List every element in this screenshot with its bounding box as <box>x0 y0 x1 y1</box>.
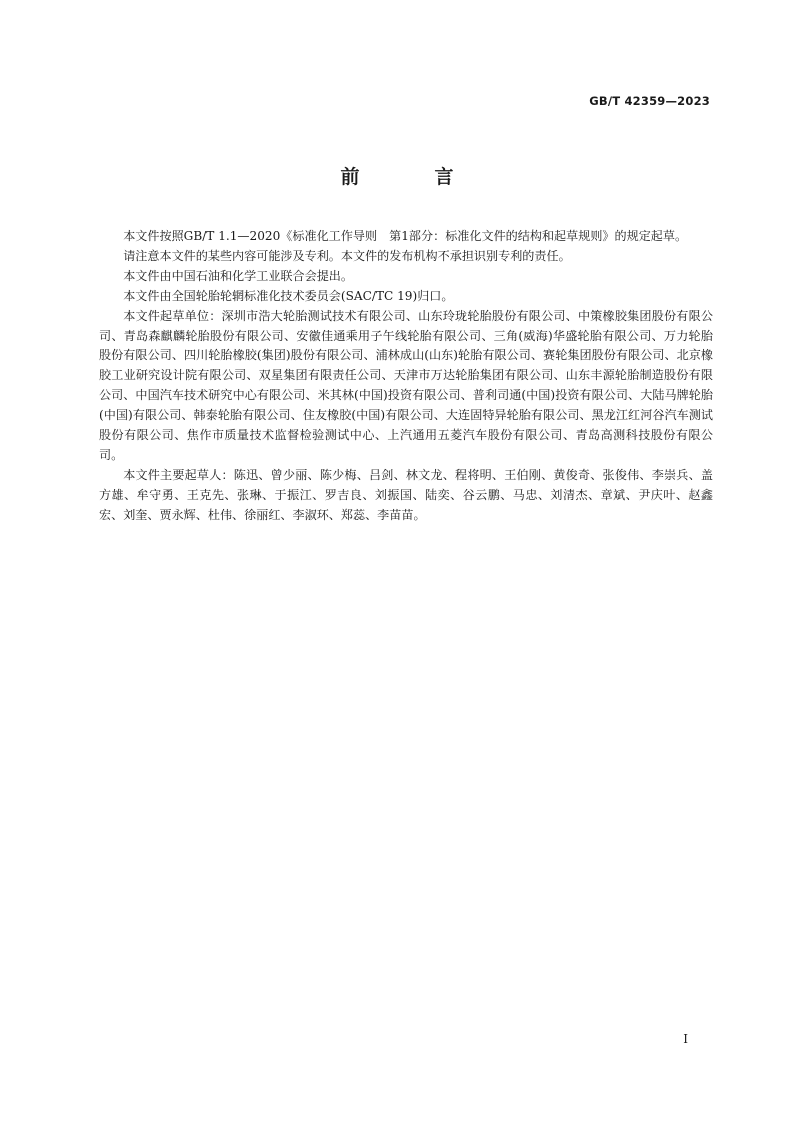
page-number: I <box>683 1032 688 1046</box>
paragraph-patent-notice: 请注意本文件的某些内容可能涉及专利。本文件的发布机构不承担识别专利的责任。 <box>123 248 571 263</box>
paragraph-drafting-rules: 本文件按照GB/T 1.1—2020《标准化工作导则 第1部分：标准化文件的结构和起草规则》的规定起草。 <box>123 229 688 243</box>
page-title: 前 言 <box>340 166 482 188</box>
paragraph-drafting-units: 本文件起草单位：深圳市浩大轮胎测试技术有限公司、山东玲珑轮胎股份有限公司、中策橡胶集团股份有限公司、青岛森麒麟轮胎股份有限公司、安徽佳通乘用子午线轮胎有限公司、三角(威海)华盛轮胎有限公司、万力轮胎股份有限公司、四川轮胎橡胶(集团)股份有限公司、浦林成山(山东)轮胎有限公司、赛轮集团股份有限公司、北京橡胶工业研究设计院有限公司、双星集团有限责任公司、天津市万达轮胎集团有限公司、山东丰源轮胎制造股份有限公司、中国汽车技术研究中心有限公司、米其林(中国)投资有限公司、普利司通(中国)投资有限公司、大陆马牌轮胎(中国)有限公司、韩泰轮胎有限公司、住友橡胶(中国)有限公司、大连固特异轮胎有限公司、黑龙江红河谷汽车测试股份有限公司、焦作市质量技术监督检验测试中心、上汽通用五菱汽车股份有限公司、青岛高测科技股份有限公司。 <box>99 308 713 462</box>
paragraph-drafters: 本文件主要起草人：陈迅、曾少丽、陈少梅、吕剑、林文龙、程将明、王伯刚、黄俊奇、张俊伟、李崇兵、盖方雄、牟守勇、王克先、张琳、于振江、罗吉良、刘振国、陆奕、谷云鹏、马忠、刘清杰、章斌、尹庆叶、赵鑫宏、刘奎、贾永辉、杜伟、徐丽红、李淑环、郑蕊、李苗苗。 <box>99 467 713 522</box>
paragraph-proposer: 本文件由中国石油和化学工业联合会提出。 <box>123 268 353 283</box>
foreword-body <box>99 227 713 526</box>
paragraph-committee: 本文件由全国轮胎轮辋标准化技术委员会(SAC/TC 19)归口。 <box>123 288 454 303</box>
standard-code: GB/T 42359—2023 <box>589 94 710 108</box>
